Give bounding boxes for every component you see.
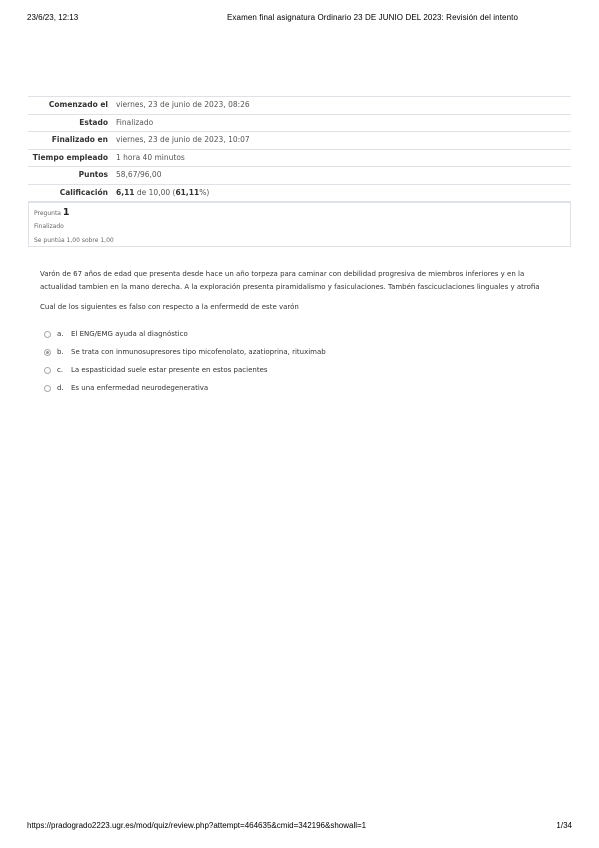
grade-score: 6,11 [116,187,135,197]
grade-of-text: de 10,00 ( [134,187,176,197]
answer-letter: a. [57,330,64,338]
summary-label: Estado [79,117,108,127]
print-header [27,13,572,25]
summary-grade-value [113,184,571,202]
summary-row-completed [28,132,571,150]
question-number-value: 1 [62,207,70,218]
summary-label: Puntos [78,170,108,179]
summary-row-marks [28,167,571,185]
answer-option-c[interactable] [44,361,544,379]
answer-letter: c. [57,366,64,374]
summary-value: viernes, 23 de junio de 2023, 08:26 [116,100,250,109]
question-prompt: Cual de los siguientes es falso con respecto a la enfermedd de este varón [40,303,299,311]
summary-value: 1 hora 40 minutos [116,152,185,162]
radio-checked-icon[interactable] [44,349,51,356]
question-number [34,207,70,218]
answer-options [44,325,544,397]
summary-row-started [28,97,571,115]
summary-value: viernes, 23 de junio de 2023, 10:07 [116,135,250,144]
summary-label: Finalizado en [51,135,108,144]
radio-icon[interactable] [44,367,51,374]
attempt-summary-table [28,96,571,202]
print-title: Examen final asignatura Ordinario 23 DE JUNIO DEL 2023: Revisión del intento [227,13,519,22]
answer-text: Es una enfermedad neurodegenerativa [71,384,209,392]
print-footer [27,821,572,833]
grade-percent: 61,11 [175,187,200,197]
radio-icon[interactable] [44,385,51,392]
answer-text: La espasticidad suele estar presente en estos pacientes [71,366,268,374]
summary-label: Tiempo empleado [32,152,108,162]
answer-letter: d. [57,384,64,392]
question-grade: Se puntúa 1,00 sobre 1,00 [34,237,114,244]
print-url: https://pradogrado2223.ugr.es/mod/quiz/review.php?attempt=464635&cmid=342196&showall=1 [27,821,367,830]
answer-text: El ENG/EMG ayuda al diagnóstico [71,330,188,338]
summary-value: Finalizado [116,117,154,127]
radio-icon[interactable] [44,331,51,338]
answer-option-d[interactable] [44,379,544,397]
summary-row-time-taken [28,149,571,167]
print-page-number: 1/34 [556,821,572,830]
grade-close: %) [199,187,210,197]
summary-label: Comenzado el [48,100,108,109]
question-prefix: Pregunta [34,210,61,217]
summary-value: 58,67/96,00 [116,170,162,179]
answer-option-b[interactable] [44,343,544,361]
question-text: Varón de 67 años de edad que presenta desde hace un año torpeza para caminar con debilidad progresiva de miembros inferiores y en la actualidad tambien en la mano derecha. A la exploración presenta piramidalismo y fasiculaciones. Tambén fascicuclaciones linguales y atrofia [40,270,540,291]
answer-text: Se trata con inmunosupresores tipo micofenolato, azatioprina, rituximab [71,348,326,356]
question-info-box [28,202,571,247]
summary-row-grade [28,184,571,202]
print-date: 23/6/23, 12:13 [27,13,79,22]
summary-row-state [28,114,571,132]
question-state: Finalizado [34,223,64,230]
answer-option-a[interactable] [44,325,544,343]
summary-label: Calificación [59,187,108,197]
answer-letter: b. [57,348,64,356]
